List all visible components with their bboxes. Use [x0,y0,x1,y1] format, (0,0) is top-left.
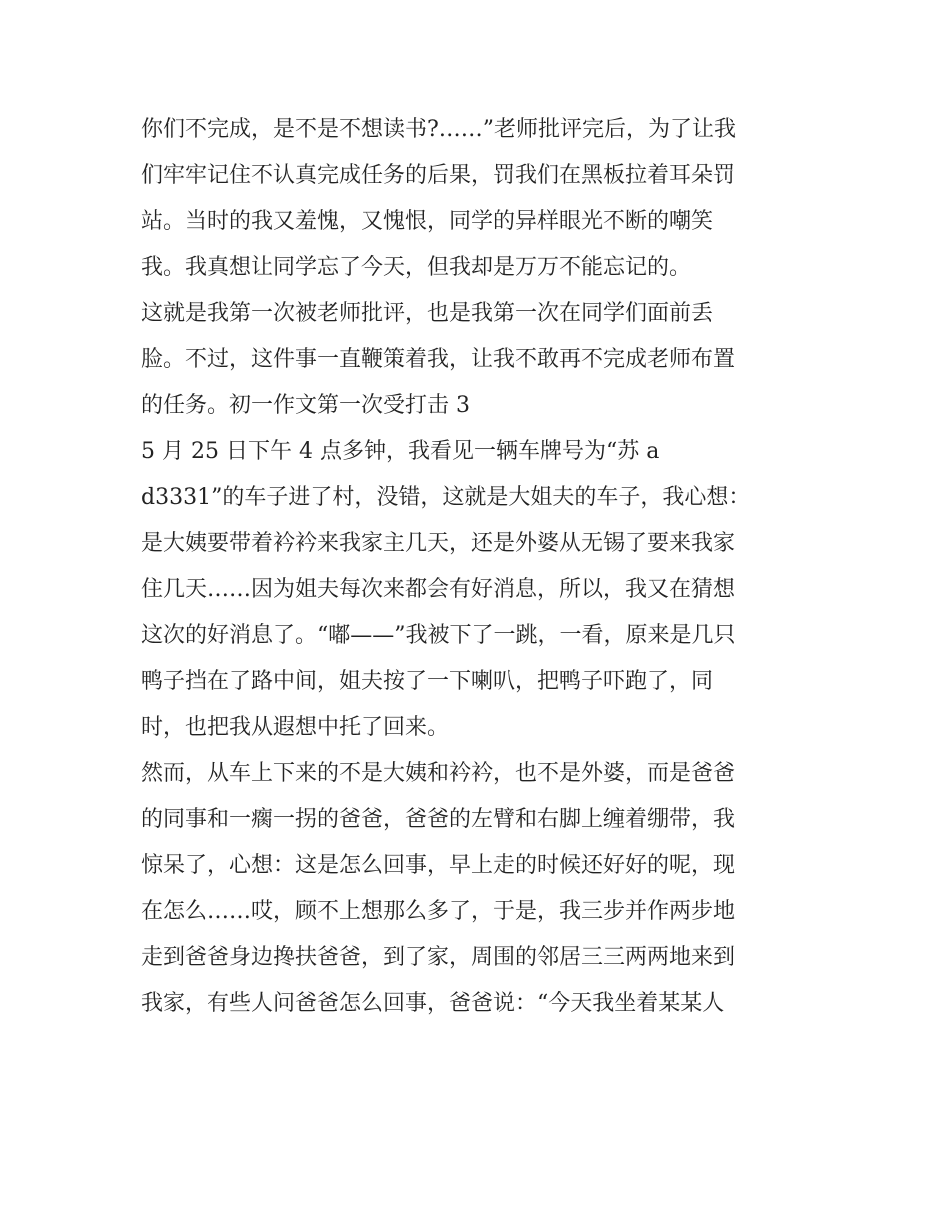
text-line: 5 月 25 日下午 4 点多钟，我看见一辆车牌号为“苏 a [141,439,660,464]
text-line: 是大姨要带着衿衿来我家主几天，还是外婆从无锡了要来我家 [141,531,736,556]
text-line: d3331”的车子进了村，没错，这就是大姐夫的车子，我心想： [141,485,751,510]
text-line: 然而，从车上下来的不是大姨和衿衿，也不是外婆，而是爸爸 [141,761,736,786]
text-line: 走到爸爸身边搀扶爸爸，到了家，周围的邻居三三两两地来到 [141,945,736,970]
text-line: 你们不完成，是不是不想读书?……”老师批评完后，为了让我 [141,117,737,142]
text-line: 我家，有些人问爸爸怎么回事，爸爸说：“今天我坐着某某人 [141,991,725,1016]
text-line: 鸭子挡在了路中间，姐夫按了一下喇叭，把鸭子吓跑了，同 [141,669,714,694]
text-line: 的同事和一瘸一拐的爸爸，爸爸的左臂和右脚上缠着绷带，我 [141,807,736,832]
text-line: 站。当时的我又羞愧，又愧恨，同学的异样眼光不断的嘲笑 [141,209,714,234]
essay-text [141,107,821,1027]
text-line: 这就是我第一次被老师批评，也是我第一次在同学们面前丢 [141,301,714,326]
text-line: 时，也把我从遐想中托了回来。 [141,715,450,740]
text-line: 这次的好消息了。“嘟——”我被下了一跳，一看，原来是几只 [141,623,736,648]
text-line: 脸。不过，这件事一直鞭策着我，让我不敢再不完成老师布置 [141,347,736,372]
text-line: 我。我真想让同学忘了今天，但我却是万万不能忘记的。 [141,255,692,280]
text-line: 住几天……因为姐夫每次来都会有好消息，所以，我又在猜想 [141,577,736,602]
text-line: 们牢牢记住不认真完成任务的后果，罚我们在黑板拉着耳朵罚 [141,163,736,188]
text-line: 的任务。初一作文第一次受打击 3 [141,393,470,418]
text-line: 惊呆了，心想：这是怎么回事，早上走的时候还好好的呢，现 [141,853,736,878]
text-line: 在怎么……哎，顾不上想那么多了，于是，我三步并作两步地 [141,899,736,924]
